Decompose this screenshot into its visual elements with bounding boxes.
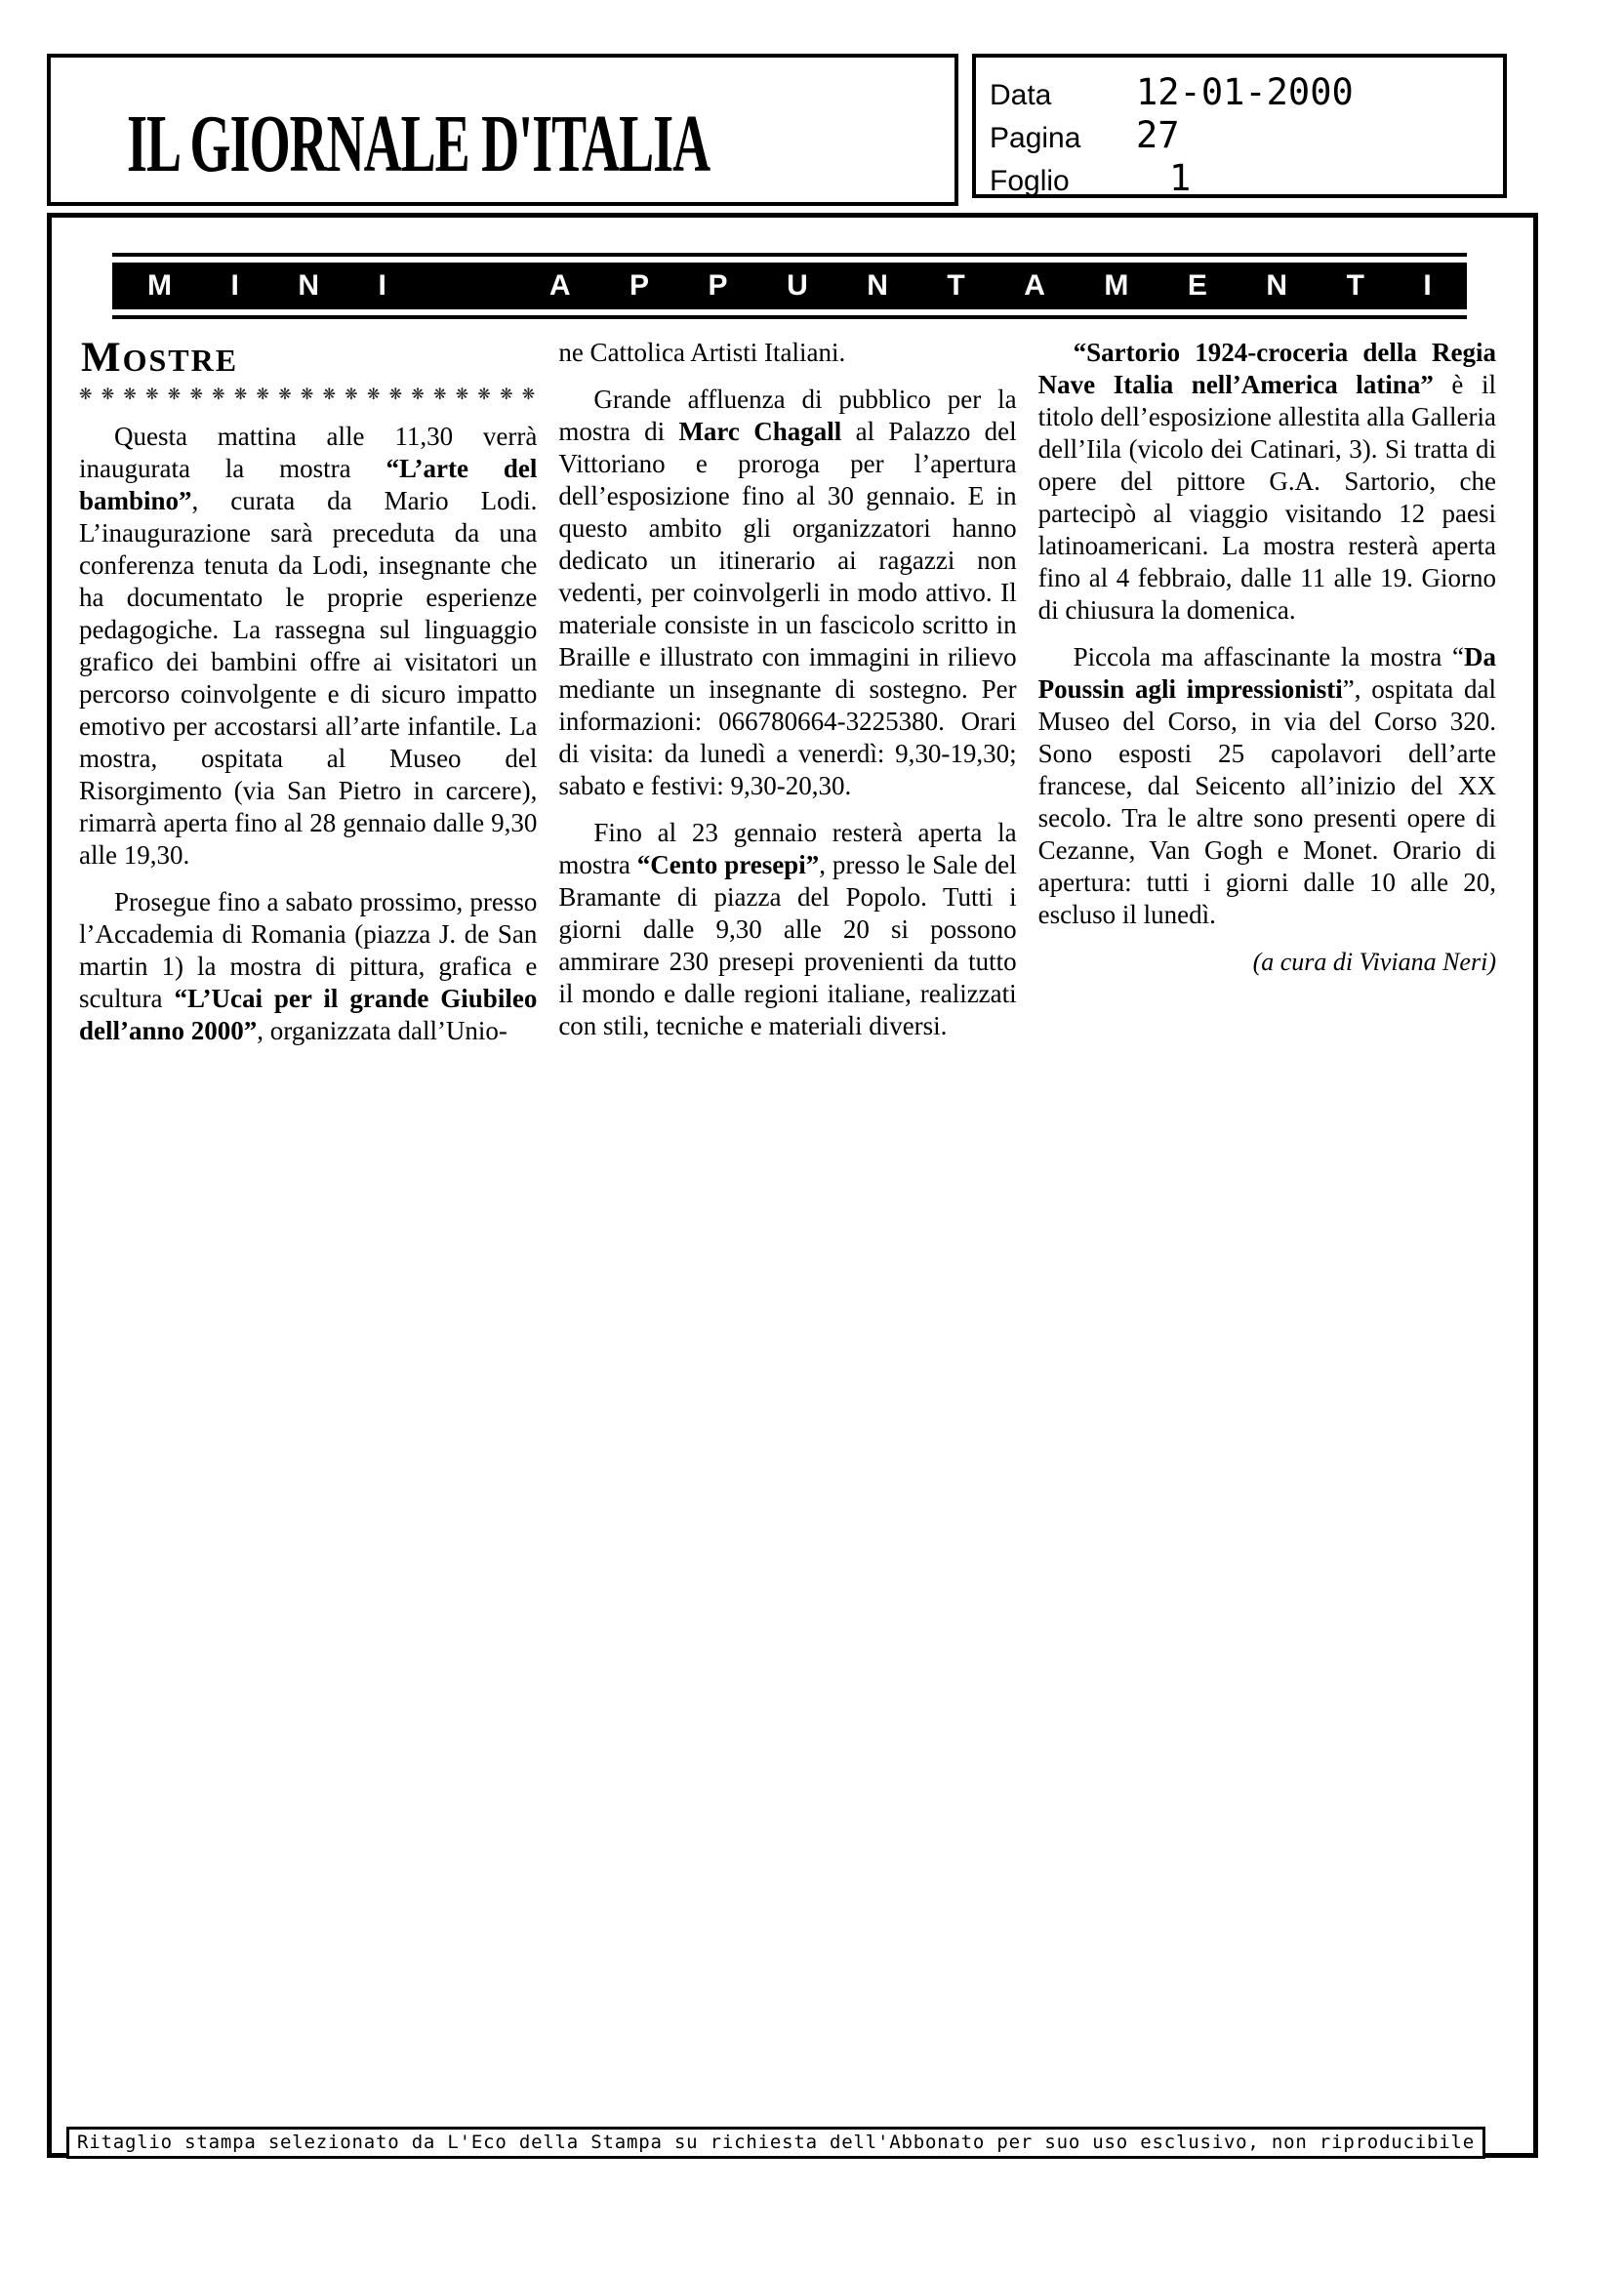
masthead-box (47, 54, 958, 206)
clipping-info-box (972, 54, 1507, 198)
info-label-data: Data (990, 79, 1052, 111)
paragraph: Piccola ma affascinante la mostra “Da Poussin agli impressionisti”, ospitata dal Museo del Corso, in via del Corso 320. Sono esposti 25 capolavori dell’arte francese, dal Seicento all’inizio del XX secolo. Tra le altre sono presenti opere di Cezanne, Van Gogh e Monet. Orario di apertura: tutti i giorni dalle 10 alle 20, escluso il lunedì. (1037, 642, 1496, 929)
column-1 (79, 337, 537, 1062)
ornament-divider: ❋ ❋ ❋ ❋ ❋ ❋ ❋ ❋ ❋ ❋ ❋ ❋ ❋ ❋ ❋ ❋ ❋ ❋ ❋ ❋ ❋ (79, 386, 536, 403)
paragraph: Fino al 23 gennaio resterà aperta la mostra “Cento presepi”, presso le Sale del Bramante di piazza del Popolo. Tutti i giorni dalle 9,30 alle 20 si possono ammirare 230 presepi provenienti da tutto il mondo e dalle regioni italiane, realizzati con stili, tecniche e materiali diversi. (558, 818, 1017, 1040)
section-heading-mostre (81, 335, 537, 382)
newspaper-title: IL GIORNALE D'ITALIA (127, 98, 710, 189)
column-2 (558, 337, 1016, 1062)
section-banner (112, 253, 1467, 319)
info-value-date: 12-01-2000 (1136, 71, 1354, 113)
heading-initial: M (81, 335, 123, 381)
byline: (a cura di Viviana Neri) (1252, 948, 1496, 976)
clipping-frame (47, 213, 1538, 2158)
banner-rule-bottom (112, 315, 1467, 319)
info-row-data (990, 71, 1503, 114)
info-value-sheet: 1 (1169, 157, 1192, 199)
paragraph: ne Cattolica Artisti Italiani. (558, 338, 846, 367)
info-label-foglio: Foglio (990, 165, 1070, 197)
paragraph: Prosegue fino a sabato prossimo, presso l’Accademia di Romania (piazza J. de San martin 1) la mostra di pittura, grafica e scultura “L’Ucai per il grande Giubileo dell’anno 2000”, organizzata dall’Unio- (79, 887, 538, 1045)
banner-rule-top (112, 253, 1467, 257)
banner-title: M I N I A P P U N T A M E N T I (112, 263, 1467, 309)
column-3 (1038, 337, 1496, 1062)
info-label-pagina: Pagina (990, 122, 1081, 154)
paragraph: Questa mattina alle 11,30 verrà inaugurata la mostra “L’arte del bambino”, curata da Mario Lodi. L’inaugurazione sarà preceduta da una conferenza tenuta da Lodi, insegnante che ha documentato le proprie esperienze pedagogiche. La rassegna sul linguaggio grafico dei bambini offre ai visitatori un percorso coinvolgente e di sicuro impatto emotivo per accostarsi all’arte infantile. La mostra, ospitata al Museo del Risorgimento (via San Pietro in carcere), rimarrà aperta fino al 28 gennaio dalle 9,30 alle 19,30. (79, 422, 538, 870)
info-row-pagina (990, 114, 1503, 157)
footer-notice-text: Ritaglio stampa selezionato da L'Eco della Stampa su richiesta dell'Abbonato per suo uso esclusivo, non riproducibile (77, 2132, 1475, 2153)
paragraph: Grande affluenza di pubblico per la mostra di Marc Chagall al Palazzo del Vittoriano e proroga per l’apertura dell’esposizione fino al 30 gennaio. E in questo ambito gli organizzatori hanno dedicato un itinerario ai ragazzi non vedenti, per coinvolgerli in modo attivo. Il materiale consiste in un fascicolo scritto in Braille e illustrato con immagini in rilievo mediante un insegnante di sostegno. Per informazioni: 066780664-3225380. Orari di visita: da lunedì a venerdì: 9,30-19,30; sabato e festivi: 9,30-20,30. (558, 385, 1017, 800)
heading-rest: OSTRE (122, 343, 239, 378)
paragraph: “Sartorio 1924-croceria della Regia Nave Italia nell’America latina” è il titolo dell’esposizione allestita alla Galleria dell’Iila (vicolo dei Catinari, 3). Si tratta di opere del pittore G.A. Sartorio, che partecipò al viaggio visitando 12 paesi latinoamericani. La mostra resterà aperta fino al 4 febbraio, dalle 11 alle 19. Giorno di chiusura la domenica. (1037, 338, 1496, 625)
info-row-foglio (990, 157, 1503, 200)
article-columns (79, 337, 1496, 1062)
info-value-page: 27 (1136, 114, 1180, 156)
footer-notice-box (66, 2127, 1485, 2159)
